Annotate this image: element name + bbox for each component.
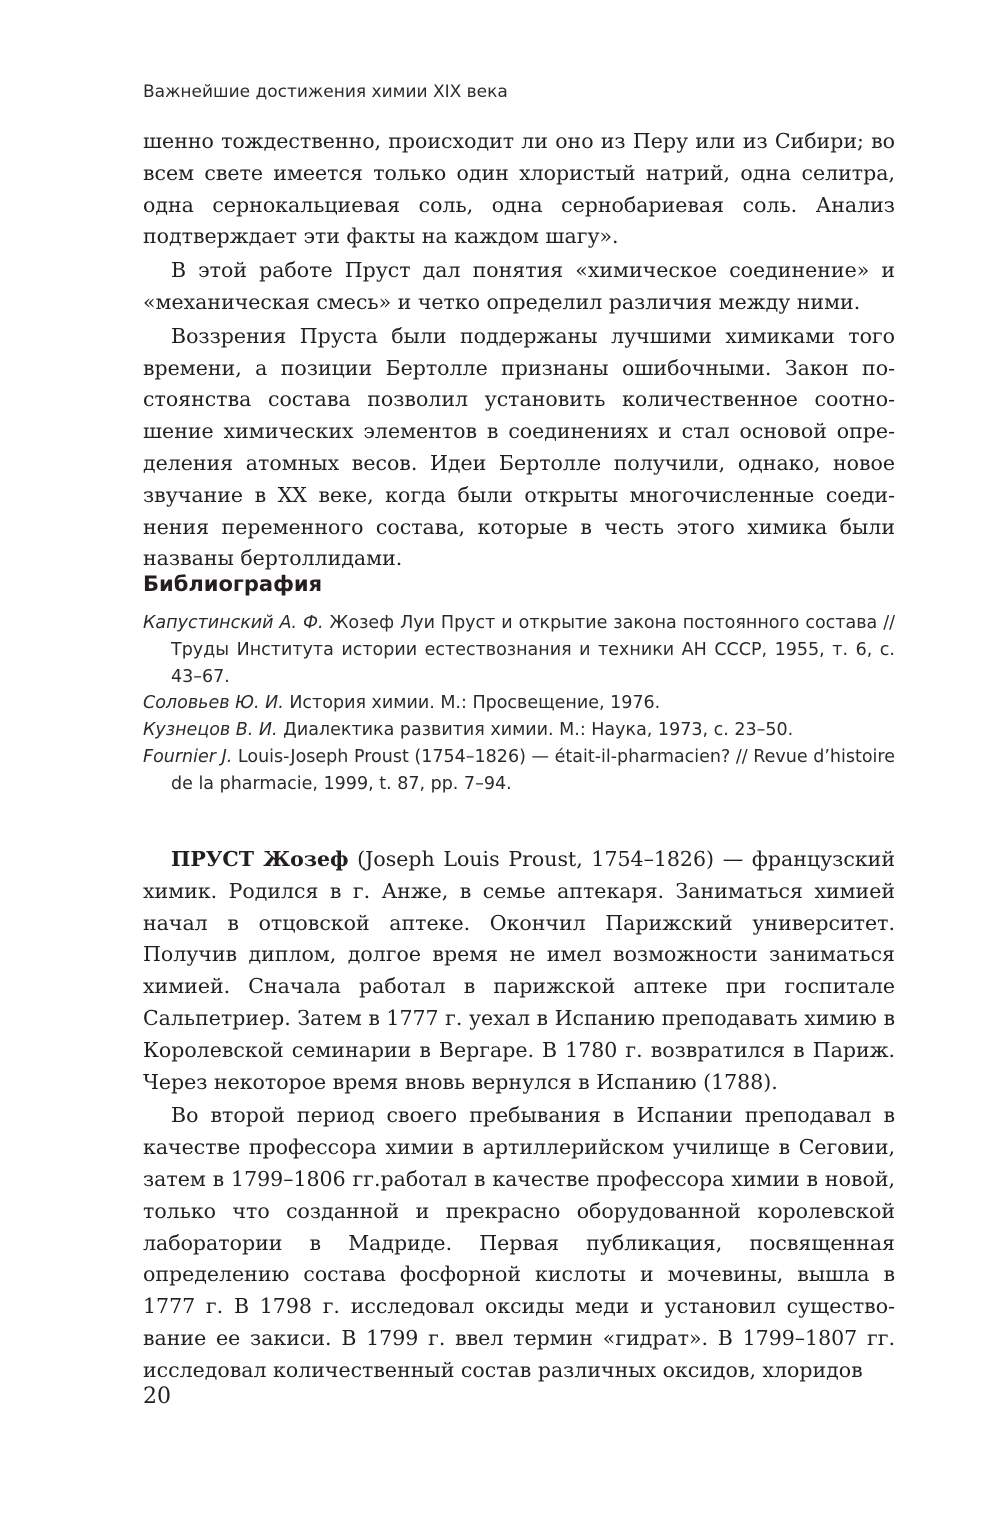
page-number: 20 — [143, 1384, 171, 1409]
entry-paragraph-1-text: (Joseph Louis Proust, 1754–1826) — французский химик. Родился в г. Анже, в семье аптекаря. Заниматься химией начал в отцовской аптеке. Окончил Парижский университет. Получив диплом, долгое время не имел возможности заниматься химией. Сначала работал в парижской аптеке при госпитале Сальпетриер. Затем в 1777 г. уехал в Испанию преподавать химию в Королевской семинарии в Вергаре. В 1780 г. возвратился в Париж. Через некоторое время вновь вернулся в Испанию (1788). — [143, 847, 895, 1094]
intro-paragraph-1: шенно тождественно, происходит ли оно из Перу или из Сибири; во всем свете имеется только один хлористый натрий, одна селитра, одна сернокальциевая соль, одна сернобариевая соль. Анализ подтверждает эти факты на каждом шагу». — [143, 129, 895, 249]
intro-text — [143, 126, 895, 575]
bibliography-text: Диалектика развития химии. М.: Наука, 1973, с. 23–50. — [283, 720, 794, 741]
book-page — [143, 0, 895, 1520]
bibliography-text: Жозеф Луи Пруст и открытие закона постоянного состава // Труды Института истории естествознания и техники АН СССР, 1955, т. 6, с. 43–67. — [171, 613, 895, 687]
bibliography-entry — [143, 610, 895, 690]
bibliography-entry — [143, 717, 895, 744]
bibliography-text: История химии. М.: Просвещение, 1976. — [289, 693, 661, 714]
bibliography-list — [143, 610, 895, 798]
running-head: Важнейшие достижения химии XIX века — [143, 82, 508, 102]
bibliography-heading: Библиография — [143, 572, 323, 596]
bibliography-text: Louis-Joseph Proust (1754–1826) — était-il-pharmacien? // Revue d’histoire de la pharmacie, 1999, t. 87, pp. 7–94. — [171, 746, 895, 794]
bibliography-author: Кузнецов В. И. — [143, 720, 278, 741]
proust-paragraph-2: Во второй период своего пребывания в Испании преподавал в качестве профессора химии в артиллерийском училище в Сеговии, затем в 1799–1806 гг.работал в качестве профессора химии в новой, только что созданной и прекрасно оборудованной королевской лаборатории в Мадриде. Первая публикация, посвященная определению состава фосфорной кислоты и мочевины, вышла в 1777 г. В 1798 г. исследовал оксиды меди и установил существование ее закиси. В 1799 г. ввел термин «гидрат». В 1799–1807 гг. исследовал количественный состав различных оксидов, хлоридов — [143, 1103, 895, 1382]
bibliography-entry — [143, 744, 895, 798]
bibliography-entry — [143, 690, 895, 717]
entry-name: ПРУСТ Жозеф — [171, 847, 349, 871]
proust-paragraph-1 — [143, 844, 895, 1098]
bibliography-author: Fournier J. — [143, 746, 233, 767]
bibliography-author: Капустинский А. Ф. — [143, 613, 324, 633]
intro-paragraph-3: Воззрения Пруста были поддержаны лучшими химиками того времени, а позиции Бертолле признаны ошибочными. Закон постоянства состава позволил установить количественное соотношение химических элементов в соединениях и стал основой определения атомных весов. Идеи Бертолле получили, однако, новое звучание в XX веке, когда были открыты многочисленные соединения переменного состава, которые в честь этого химика были названы бертоллидами. — [143, 323, 895, 571]
bibliography-author: Соловьев Ю. И. — [143, 693, 284, 714]
proust-entry — [143, 844, 895, 1387]
intro-paragraph-2: В этой работе Пруст дал понятия «химическое соединение» и «механическая смесь» и четко определил различия между ними. — [143, 258, 895, 314]
